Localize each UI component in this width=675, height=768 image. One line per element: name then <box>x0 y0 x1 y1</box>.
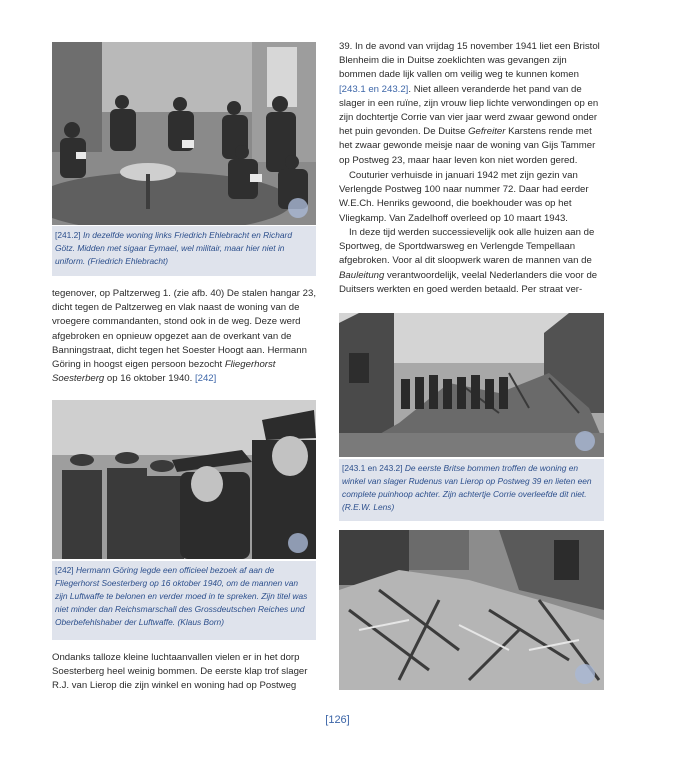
figure-reference: [242] <box>194 373 217 385</box>
text-emphasis: Bauleitung <box>339 269 385 281</box>
text-emphasis: Fliegerhorst Soesterberg <box>52 359 276 385</box>
body-paragraph-right-3 <box>339 226 604 297</box>
caption-ref: [243.1 en 243.2] <box>342 463 403 473</box>
text-run: tegenover, op Paltzerweg 1. (zie afb. 40) De stalen hangar 23, dicht tegen de Paltzerweg en vlak naast de woning van de vroegere commandanten, stond ook in de weg. Deze werd afgebroken en opnieuw opgezet aan de overkant van de Banningstraat, dicht tegen het Soester Hoogt aan. Hermann Göring in hoogst eigen persoon bezocht <box>52 288 316 371</box>
text-run: Couturier verhuisde in januari 1942 met zijn gezin van Verlengde Postweg 100 naar nummer 72. Daar had eerder W.E.Ch. Henriks gewoond, die boekhouder was op het Vliegkamp. Van Zadelhoff overleed op 10 maart 1943. <box>339 170 589 224</box>
caption-text: Hermann Göring legde een officieel bezoek af aan de Fliegerhorst Soesterberg op 16 oktober 1940, om de mannen van zijn Luftwaffe te belonen en verder moed in te spreken. Zijn titel was niet minder dan Reichsmarschall des Grossdeutschen Reiches und Oberbefehlshaber der Luftwaffe. (Klaus Born) <box>55 565 308 627</box>
caption-ref: [242] <box>55 565 74 575</box>
photo-242 <box>52 400 316 559</box>
body-paragraph-right-1 <box>339 40 604 168</box>
photo-243-1 <box>339 313 604 457</box>
figure-reference: [243.1 en 243.2] <box>339 83 409 95</box>
caption-text: In dezelfde woning links Friedrich Ehlebracht en Richard Götz. Midden met sigaar Eymael, wel militair, maar hier niet in uniform. (Friedrich Ehlebracht) <box>55 230 292 266</box>
body-paragraph-right-2 <box>339 169 604 226</box>
text-run: op 16 oktober 1940. <box>104 373 195 385</box>
text-run: 39. In de avond van vrijdag 15 november 1941 liet een Bristol Blenheim die in Duitse zoeklichten was gevangen zijn bommen dade lijk vallen om veilig weg te kunnen komen <box>339 41 600 81</box>
text-run: verantwoordelijk, veelal Nederlanders die voor de Duitsers werkten en goed werden betaald. Per straat ver- <box>339 269 598 295</box>
page-number: [126] <box>325 714 350 726</box>
photo-243-2 <box>339 530 604 690</box>
caption-ref: [241.2] <box>55 230 81 240</box>
caption-242 <box>52 561 316 640</box>
body-paragraph-left-2: Ondanks talloze kleine luchtaanvallen vielen er in het dorp Soesterberg heel weinig bommen. De eerste klap trof slager R.J. van Lierop die zijn winkel en woning had op Postweg <box>52 652 308 692</box>
text-run: . Niet alleen veranderde het pand van de slager in een ruïne, zijn vrouw liep lichte verwondingen op en zijn dochtertje Corrie van vier jaar werd zwaar gewond onder het puin gevonden. De Duitse <box>339 83 599 138</box>
caption-241-2 <box>52 226 316 276</box>
caption-243 <box>339 459 604 521</box>
photo-241-2 <box>52 42 316 225</box>
text-run: In deze tijd werden successievelijk ook alle huizen aan de Sportweg, de Sportdwarsweg en Verlengde Tempellaan afgebroken. Voor al dit sloopwerk waren de mannen van de <box>339 227 595 267</box>
body-paragraph-left-1 <box>52 287 316 386</box>
text-emphasis: Gefreiter <box>468 126 506 138</box>
caption-text: De eerste Britse bommen troffen de woning en winkel van slager Rudenus van Lierop op Postweg 39 en lieten een complete puinhoop achter. Zijn achtertje Corrie overleefde dit niet. (R.E.W. Lens) <box>342 463 592 512</box>
text-run: Karstens rende met het zwaar gewonde meisje naar de woning van Gijs Tammer op Postweg 23, maar haar leven kon niet worden gered. <box>339 126 596 166</box>
